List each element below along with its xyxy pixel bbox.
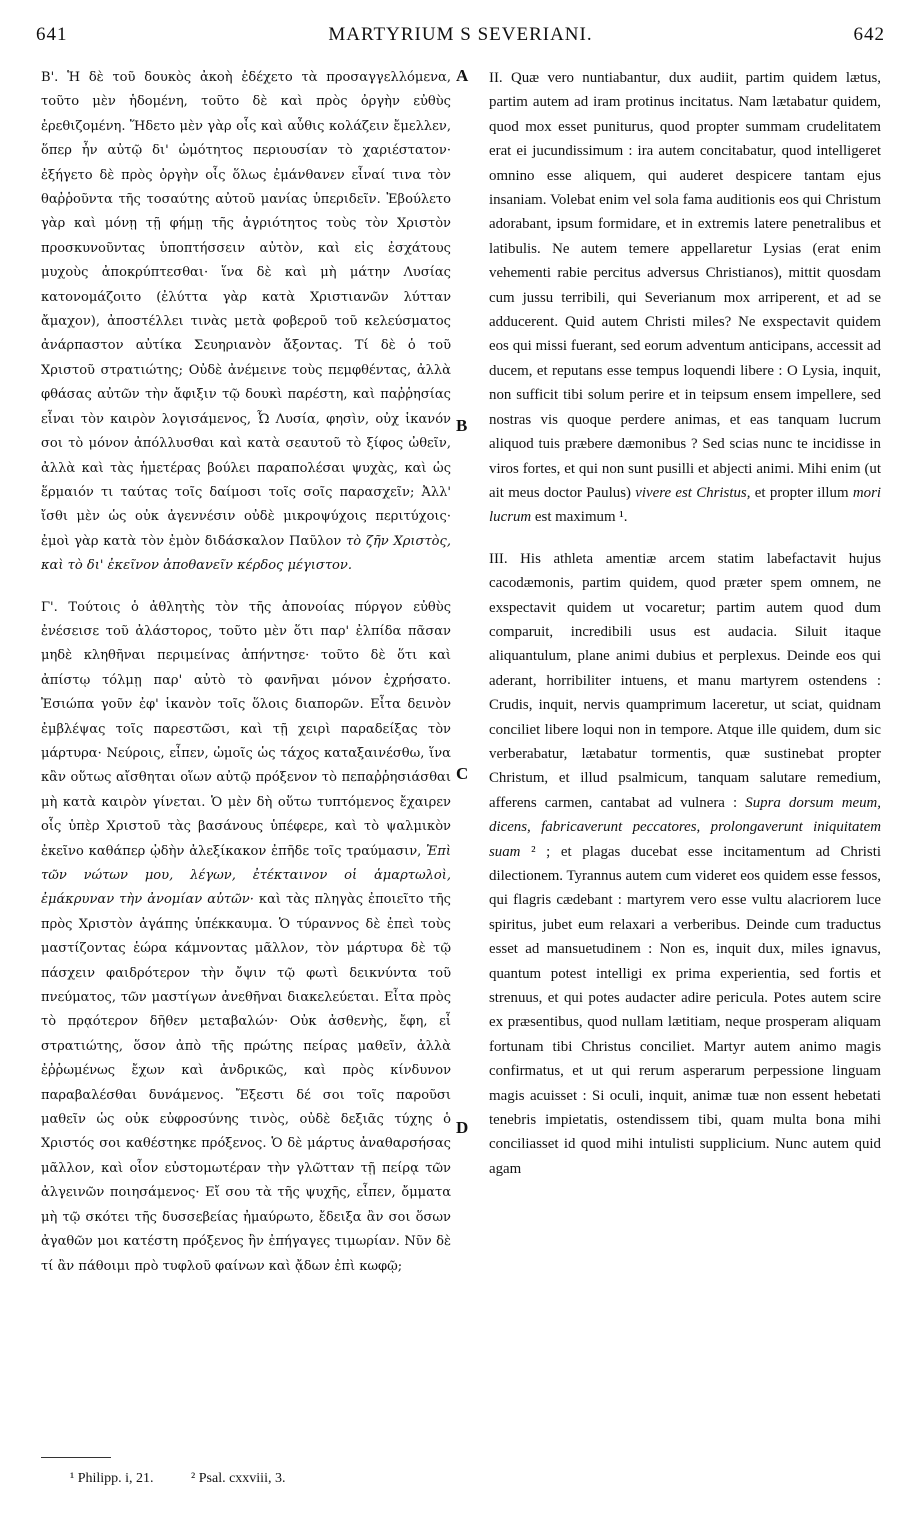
latin-text: III. His athleta amentiæ arcem statim labefactavit hujus cacodæmonis, partim quidem, quod præter spem omnem, ne exspectavit quidem ut vocaretur; partim autem quod dum comparuit, incredibili usus est audacia. Siluit itaque aliquantulum, plane animi dubius et perplexus. Deinde eos qui aderant, horribiliter intuens, et manu martyrem ostendens : Crudis, inquit, nervis quamprimum laceretur, ut sciat, quidnam conciliet libere loqui non in tempore. Atque ille quidem, dum sic verberabatur, lætabatur tormentis, quæ sustinebat propter Christum, et illud psalmicum, tanquam salutare remedium, afferens carmen, cantabat ad vulnera : — [489, 550, 881, 811]
running-header — [28, 10, 893, 44]
latin-text: et propter illum — [750, 484, 853, 501]
greek-paragraph-3 — [41, 596, 451, 1279]
footnotes — [70, 1471, 319, 1487]
page-number-right: 642 — [853, 24, 885, 45]
greek-column — [41, 66, 451, 1279]
latin-text: ² ; et plagas ducebat esse incitamentum ad Christi dilectionem. Tyrannus autem cum videret eos quidem esse fessos, qui flagris cædebant : martyrem vero esse vultu alacriorem luce spiritus, jubet eum relaxari a verberibus. Deinde cum traductus esset ad mansuetudinem : Non es, inquit dux, miles ignavus, quantum potest intelligi ex prima experientia, sed fortis et strenuus, et qui potes audacter adire pericula. Potes autem scire ex præsentibus, quod nullam lætitiam, neque prosperam aliquam fortunam tibi Christus conciliet. Martyr autem animo magis confirmatus, et ut qui rerum asperarum perpessione linguam magis acuisset : Si oculi, inquit, animæ tuæ non essent hebetati tenebris impietatis, ostendissem tibi, quam multa bona mihi conciliasset id quod mihi intulisti supplicium. Nunc autem quid agam — [489, 843, 881, 1177]
footnote-1: ¹ Philipp. i, 21. — [70, 1471, 154, 1486]
latin-quote: vivere est Christus, — [635, 484, 751, 501]
greek-paragraph-2 — [41, 66, 451, 579]
latin-quote: mori lucrum — [489, 484, 882, 526]
section-marker-d: D — [456, 1118, 469, 1137]
section-marker-a: A — [456, 66, 469, 85]
section-marker-c: C — [456, 764, 469, 783]
greek-text: Γ'. Τούτοις ὁ ἀθλητὴς τὸν τῆς ἀπονοίας πύργον εὐθὺς ἐνέσεισε τοῦ ἀλάστορος, τοῦτο μὲν ὅτι παρ' ἐλπίδα πᾶσαν μηδὲ κληθῆναι περιμείνας ἀπήντησε· τοῦτο δὲ ὅτι καὶ ἀπίστῳ τόλμῃ παρ' αὐτὸ τὸ φανῆναι μόνον ἐχρήσατο. Ἐσιώπα γοῦν ἐφ' ἱκανὸν τοῖς ὅλοις διαπορῶν. Εἶτα δεινὸν ἐμβλέψας τοῖς παρεστῶσι, καὶ τῇ χειρὶ παραδείξας τὸν μάρτυρα· Νεύροις, εἶπεν, ὠμοῖς ὡς τάχος καταξαινέσθω, ἵνα κἂν οὕτως αἴσθηται οἵων αὐτῷ πρόξενον τὸ πεπαῤῥησιάσθαι μὴ κατὰ καιρὸν γίνεται. Ὁ μὲν δὴ οὕτω τυπτόμενος ἔχαιρεν οἷς ὑπὲρ Χριστοῦ τὰς βασάνους ὑπέφερε, καὶ τὸ ψαλμικὸν ἐκεῖνο καθάπερ ᾠδὴν ἀλεξίκακον ἐπῆδε τοῖς τραύμασιν, — [41, 599, 451, 859]
footnote-2: ² Psal. cxxviii, 3. — [191, 1471, 286, 1486]
latin-paragraph-3 — [489, 547, 881, 1182]
page-title: MARTYRIUM S SEVERIANI. — [328, 24, 593, 45]
greek-text: Β'. Ἡ δὲ τοῦ δουκὸς ἀκοὴ ἐδέχετο τὰ προσαγγελλόμενα, τοῦτο μὲν ἡδομένη, τοῦτο δὲ καὶ πρὸς ὀργὴν εὐθὺς ἐρεθιζομένη. Ἥδετο μὲν γὰρ οἷς καὶ αὖθις κολάζειν ἔμελλεν, ὅπερ ἦν αὐτῷ δι' ὠμότητος περιουσίαν τὸ χαριέστατον· ἐξήγετο δὲ πρὸς ὀργὴν οἷς ὅλως ἐμάνθανεν εἶναί τινα τὸν θαῤῥοῦντα τῆς τοσαύτης αὐτοῦ μανίας ὑπεριδεῖν. Ἐβούλετο γὰρ καὶ μόνῃ τῇ φήμῃ τῆς ἀγριότητος τοὺς τὸν Χριστὸν προσκυνοῦντας ὑποπτήσσειν αὐτὸν, καὶ εἰς ἐσχάτους μυχοὺς ἀποκρύπτεσθαι· ἵνα δὲ καὶ μὴ μάτην Λυσίας κατονομάζοιτο (ἐλύττα γὰρ κατὰ Χριστιανῶν λύτταν ἄμαχον), ἀποστέλλει τινὰς μετὰ φοβεροῦ τοῦ κελεύσματος ἀνάρπαστον αὐτίκα Σευηριανὸν ἄξοντας. Τί δὲ ὁ τοῦ Χριστοῦ στρατιώτης; Οὐδὲ ἀνέμεινε τοὺς πεμφθέντας, ἀλλὰ φθάσας αὐτῶν τὴν ἄφιξιν τῷ δουκὶ παρέστη, καὶ παῤῥησίας εἶναι τὸν καιρὸν λογισάμενος, Ὦ Λυσία, φησὶν, οὐχ ἱκανόν σοι τὸ μόνον ἀπόλλυσθαι καὶ κατὰ σεαυτοῦ τὸ ξίφος ὠθεῖν, ἀλλὰ καὶ τὰς ἡμετέρας βούλει παραπολέσαι ψυχὰς, καὶ ὡς ἕρμαιόν τι ταύτας τοῖς δαίμοσι τοῖς σοῖς παρασχεῖν; Ἀλλ' ἴσθι μὲν ὡς οὐκ ἀγεννέσιν οὐδὲ μικροψύχοις περιτύχοις· ἐμοὶ γὰρ κατὰ τὸν ἐμὸν διδάσκαλον Παῦλον — [41, 70, 451, 549]
section-marker-b: B — [456, 416, 468, 435]
latin-text: est maximum ¹. — [531, 509, 628, 526]
greek-text: καὶ τὰς πληγὰς ἐποιεῖτο τῆς πρὸς Χριστὸν ἀγάπης ὑπέκκαυμα. Ὁ τύραννος δὲ ἐπεὶ τοὺς μαστίζοντας ἑώρα κάμνοντας μᾶλλον, τὸν μάρτυρα δὲ τῷ πάσχειν φαιδρότερον τὴν ὄψιν τῷ φωτὶ δεικνύντα τοῦ πνεύματος, τῶν μαστίγων ἀνεθῆναι διακελεύεται. Εἶτα πρὸς τὸ πρᾳότερον δῆθεν μεταβαλών· Οὐκ ἀσθενὴς, ἔφη, εἶ στρατιώτης, ὅσον ἀπὸ τῆς πρώτης πείρας μαθεῖν, ἀλλὰ ἐῤῥωμένως ἔχων καὶ ἀνδρικῶς, καὶ πρὸς κίνδυνον παραβαλέσθαι δυνάμενος. Ἔξεστι δέ σοι τοῖς παροῦσι μαθεῖν ὡς οὐκ εὐφροσύνης τινὸς, οὐδὲ δεξιᾶς τύχης ὁ Χριστός σοι καθέστηκε πρόξενος. Ὁ δὲ μάρτυς ἀναθαρσήσας μᾶλλον, καὶ οἷον εὐστομωτέραν τὴν γλῶτταν τῇ πείρᾳ τῶν ἀλγεινῶν ποιησάμενος· Εἴ σου τὰ τῆς ψυχῆς, εἶπεν, ὄμματα μὴ τῷ σκότει τῆς δυσσεβείας ἠμαύρωτο, ἔδειξα ἂν σοι ὅσων ἀγαθῶν μοι κατέστη πρόξενος ἣν ἐπήγαγες τιμωρίαν. Νῦν δὲ τί ἂν πάθοιμι πρὸ τυφλοῦ φαίνων καὶ ᾄδων ἐπὶ κωφῷ; — [41, 892, 451, 1274]
latin-quote: Supra dorsum meum, dicens, fabricaverunt peccatores, prolongaverunt iniquitatem suam — [489, 794, 881, 860]
latin-text: II. Quæ vero nuntiabantur, dux audiit, partim quidem lætus, partim autem ad iram protinus incitatus. Nam lætabatur quidem, quod mox esset puniturus, quod propter summam crudelitatem erat ei jucundissimum : ira autem concitabatur, quod intelligeret omnino esse aliquem, qui auderet despicere tantam ejus insaniam. Volebat enim vel sola fama auditionis eos qui Christum adorabant, ipsum formidare, et in extremis latere penetralibus et latibulis. Ne autem temere appellaretur Lysias (erat enim vehementi rabie percitus adversus Christianos), mittit quosdam cum jussu terribili, qui Severianum mox arriperent, et ad se adducerent. Quid autem Christi miles? Ne exspectavit quidem eos qui missi fuerant, sed eorum adventum anticipans, accessit ad ducem, et reputans esse tempus loquendi libere : O Lysia, inquit, non sufficit tibi solum perire et in teipsum ensem impellere, sed nostras vis quoque perdere animas, et eas tanquam lucrum aliquod tuis præbere dæmonibus ? Sed scias nunc te incidisse in viros fortes, et qui non sunt pusilli et abjecti animi. Mihi enim (ut ait meus doctor Paulus) — [489, 70, 881, 501]
footnote-rule — [41, 1457, 111, 1458]
latin-column — [489, 66, 881, 1181]
greek-quote: τὸ ζῆν Χριστὸς, καὶ τὸ δι' ἐκεῖνον ἀποθανεῖν κέρδος μέγιστον. — [41, 533, 451, 574]
page-number-left: 641 — [36, 24, 68, 45]
greek-quote: Ἐπὶ τῶν νώτων μου, λέγων, ἐτέκταινον οἱ ἁμαρτωλοὶ, ἐμάκρυναν τὴν ἀνομίαν αὐτῶν· — [41, 843, 451, 908]
latin-paragraph-2 — [489, 66, 881, 530]
